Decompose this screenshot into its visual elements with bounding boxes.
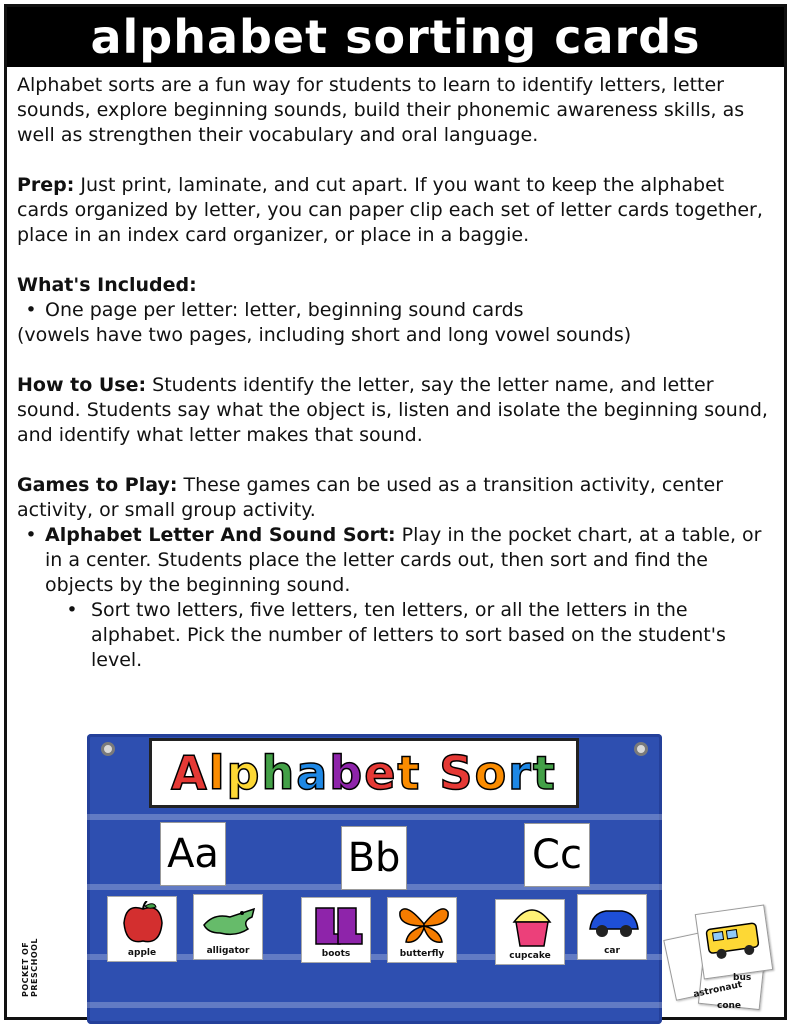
game1-bullet: • Alphabet Letter And Sound Sort: Play in the pocket chart, at a table, or in a center. Students place the letter cards out, then sort and find the objects by the beginning sound.: [25, 524, 762, 596]
pocket-chart: [87, 734, 662, 1024]
chart-title: [149, 738, 579, 808]
picture-card-butterfly: [387, 897, 457, 963]
games-section: [17, 473, 779, 673]
picture-card-car: [577, 894, 647, 960]
picture-card-cupcake: [495, 899, 565, 965]
chart-title-letter: b: [329, 746, 365, 800]
included-section: [17, 273, 779, 348]
included-note: (vowels have two pages, including short and long vowel sounds): [17, 324, 632, 346]
page-title: alphabet sorting cards: [7, 7, 784, 67]
intro-paragraph: Alphabet sorts are a fun way for students to learn to identify letters, letter sounds, explore beginning sounds, build their phonemic awareness skills, as well as strengthen their vocabulary and oral language.: [17, 74, 745, 146]
picture-card-boots: [301, 897, 371, 963]
boots-icon: [310, 902, 366, 948]
page-frame: [4, 4, 787, 1020]
apple-icon: [116, 901, 170, 947]
letter-card-b: Bb: [341, 826, 407, 890]
picture-label: alligator: [206, 946, 250, 956]
picture-label: car: [604, 946, 620, 956]
how-to-use-paragraph: [17, 373, 779, 448]
chart-title-letter: [421, 746, 439, 800]
picture-card-alligator: [193, 894, 263, 960]
included-label: What's Included:: [17, 274, 197, 296]
picture-label: apple: [127, 948, 157, 958]
prep-text: Just print, laminate, and cut apart. If you want to keep the alphabet cards organized by letter, you can paper clip each set of letter cards together, place in an index card organizer, or place in a baggie.: [17, 174, 763, 246]
stack-label-astronaut: astronaut: [692, 979, 744, 1001]
picture-label: cupcake: [509, 951, 551, 961]
grommet-right: [634, 742, 648, 756]
included-bullet: • One page per letter: letter, beginning sound cards: [25, 299, 524, 321]
car-icon: [586, 899, 642, 945]
side-credit: POCKET OF PRESCHOOL: [21, 937, 39, 997]
card-stack: [663, 905, 773, 1015]
picture-card-apple: [107, 896, 177, 962]
chart-title-letter: o: [474, 746, 509, 800]
letter-card-a: Aa: [160, 822, 226, 886]
chart-title-letter: t: [532, 746, 557, 800]
how-to-use-label: How to Use:: [17, 374, 147, 396]
cupcake-icon: [504, 904, 560, 950]
prep-label: Prep:: [17, 174, 75, 196]
picture-label: boots: [321, 949, 351, 959]
bus-icon: [701, 916, 766, 964]
chart-title-letter: l: [208, 746, 227, 800]
chart-title-letter: h: [261, 746, 297, 800]
chart-title-letter: S: [439, 746, 475, 800]
stack-label-bus: bus: [733, 973, 752, 983]
chart-title-letter: e: [364, 746, 398, 800]
games-text: These games can be used as a transition activity, center activity, or small group activity.: [17, 474, 724, 521]
how-to-use-text: Students identify the letter, say the letter name, and letter sound. Students say what the object is, listen and isolate the beginning sound, and identify what letter makes that sound.: [17, 374, 768, 446]
chart-title-letter: p: [226, 746, 262, 800]
letter-card-c: Cc: [524, 823, 590, 887]
games-label: Games to Play:: [17, 474, 178, 496]
chart-title-letter: t: [397, 746, 422, 800]
alligator-icon: [202, 899, 258, 945]
chart-title-letter: a: [296, 746, 330, 800]
grommet-left: [101, 742, 115, 756]
chart-title-letter: r: [508, 746, 533, 800]
game1-label: Alphabet Letter And Sound Sort:: [45, 524, 396, 546]
butterfly-icon: [396, 902, 452, 948]
chart-title-letter: A: [171, 746, 209, 800]
prep-paragraph: [17, 173, 779, 248]
stack-label-cone: cone: [717, 1001, 742, 1011]
picture-label: butterfly: [399, 949, 445, 959]
content: [17, 73, 779, 673]
game1-text: Play in the pocket chart, at a table, or in a center. Students place the letter cards out, then sort and find the objects by the beginning sound.: [45, 524, 762, 596]
game1-sub-bullet: • Sort two letters, five letters, ten letters, or all the letters in the alphabet. Pick the number of letters to sort based on the student's level.: [66, 599, 726, 671]
